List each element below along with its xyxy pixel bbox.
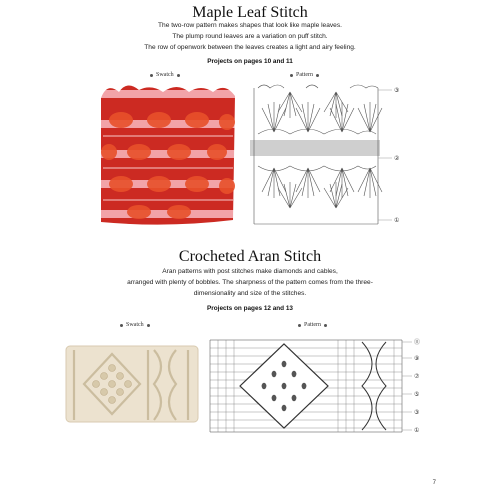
maple-leaf-pattern-diagram (250, 80, 405, 230)
page-number: 7 (432, 480, 436, 486)
row-number: ③ (394, 87, 400, 94)
description-line: dimensionality and size of the stitches. (193, 290, 307, 297)
row-number: ⑨ (414, 355, 420, 362)
maple-leaf-description (0, 20, 500, 53)
aran-projects-ref: Projects on pages 12 and 13 (207, 305, 293, 312)
row-number: ① (414, 427, 420, 434)
description-line: The plump round leaves are a variation on puff stitch. (172, 33, 328, 40)
aran-description (0, 266, 500, 299)
description-line: The row of openwork between the leaves creates a light and airy feeling. (144, 44, 356, 51)
maple-pattern-label (290, 72, 319, 78)
bullet-icon (177, 74, 180, 77)
bullet-icon (290, 74, 293, 77)
label-text: Pattern (296, 72, 313, 78)
bullet-icon (316, 74, 319, 77)
bullet-icon (298, 324, 301, 327)
bullet-icon (324, 324, 327, 327)
section-title-aran: Crocheted Aran Stitch (178, 248, 322, 265)
bullet-icon (150, 74, 153, 77)
maple-leaf-projects-ref: Projects on pages 10 and 11 (207, 58, 293, 65)
section-title-maple-leaf: Maple Leaf Stitch (192, 4, 308, 21)
maple-swatch-label (150, 72, 180, 78)
maple-leaf-swatch-photo (93, 80, 241, 230)
row-number: ③ (414, 409, 420, 416)
aran-pattern-diagram (206, 336, 426, 436)
aran-swatch-photo (64, 344, 200, 424)
label-text: Pattern (304, 322, 321, 328)
row-number: ⑤ (414, 391, 420, 398)
label-text: Swatch (126, 322, 144, 328)
aran-swatch-label (120, 322, 150, 328)
aran-pattern-label (298, 322, 327, 328)
label-text: Swatch (156, 72, 174, 78)
row-number: ⑦ (414, 373, 420, 380)
bullet-icon (147, 324, 150, 327)
row-number: ① (394, 217, 400, 224)
description-line: Aran patterns with post stitches make diamonds and cables, (162, 268, 338, 275)
description-line: The two-row pattern makes shapes that look like maple leaves. (158, 22, 342, 29)
bullet-icon (120, 324, 123, 327)
row-number: ② (394, 155, 400, 162)
row-number: ⑪ (414, 339, 421, 346)
description-line: arranged with plenty of bobbles. The sharpness of the pattern comes from the three- (127, 279, 373, 286)
